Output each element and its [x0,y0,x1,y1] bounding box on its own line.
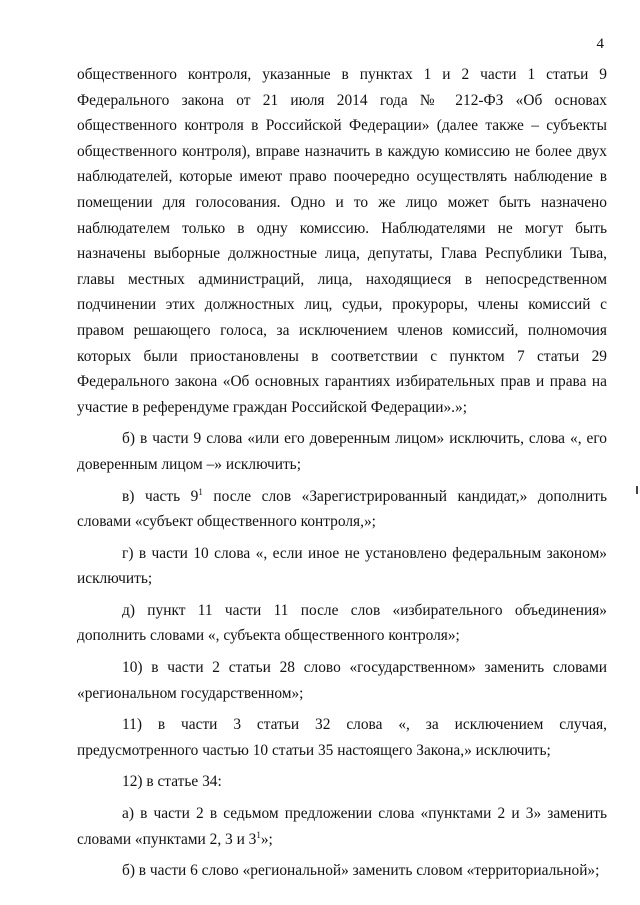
paragraph-item-v-part-9-1 [77,484,607,535]
paragraph-item-12-a [77,801,607,852]
paragraph-item-10: 10) в части 2 статьи 28 слово «государственном» заменить словами «региональном государственном»; [77,659,607,702]
paragraph-item-g-part-10: г) в части 10 слова «, если иное не установлено федеральным законом» исключить; [77,544,607,588]
paragraph-item-12: 12) в статье 34: [122,773,222,791]
paragraph-item-11: 11) в части 3 статьи 32 слова «, за исключением случая, предусмотренного частью 10 статьи 35 настоящего Закона,» исключить; [77,716,607,759]
paragraph-item-12-b: б) в части 6 слово «региональной» заменить словом «территориальной»; [122,862,600,880]
superscript: 1 [256,829,261,840]
document-body [77,62,607,890]
scan-margin-mark [636,486,638,494]
superscript: 1 [198,486,203,497]
paragraph-text-end: »; [260,830,273,848]
page-number: 4 [596,36,604,52]
paragraph-text-end: после слов «Зарегистрированный кандидат,» дополнить словами «субъект общественного контроля,»; [77,487,607,531]
paragraph-text-start: а) в части 2 в седьмом предложении слова «пунктами 2 и 3» заменить словами «пунктами 2, 3 и 3 [77,805,607,848]
paragraph-text-start: в) часть 9 [122,487,199,505]
paragraph-item-d-part-11: д) пункт 11 части 11 после слов «избирательного объединения» дополнить словами «, субъекта общественного контроля»; [77,601,607,645]
paragraph-item-b-part-9: б) в части 9 слова «или его доверенным лицом» исключить, слова «, его доверенным лицом –» исключить; [77,430,607,473]
paragraph-observers: общественного контроля, указанные в пунктах 1 и 2 части 1 статьи 9 Федерального закона от 21 июля 2014 года № 212-ФЗ «Об основах общественного контроля в Российской Федерации» (далее также – субъекты общественного контроля), вправе назначить в каждую комиссию не более двух наблюдателей, которые имеют право поочередно осуществлять наблюдение в помещении для голосования. Одно и то же лицо может быть назначено наблюдателем только в одну комиссию. Наблюдателями не могут быть назначены выборные должностные лица, депутаты, Глава Республики Тыва, главы местных администраций, лица, находящиеся в непосредственном подчинении этих должностных лиц, судьи, прокуроры, члены комиссий с правом решающего голоса, за исключением членов комиссий, полномочия которых были приостановлены в соответствии с пунктом 7 статьи 29 Федерального закона «Об основных гарантиях избирательных прав и права на участие в референдуме граждан Российской Федерации».»; [77,66,607,416]
